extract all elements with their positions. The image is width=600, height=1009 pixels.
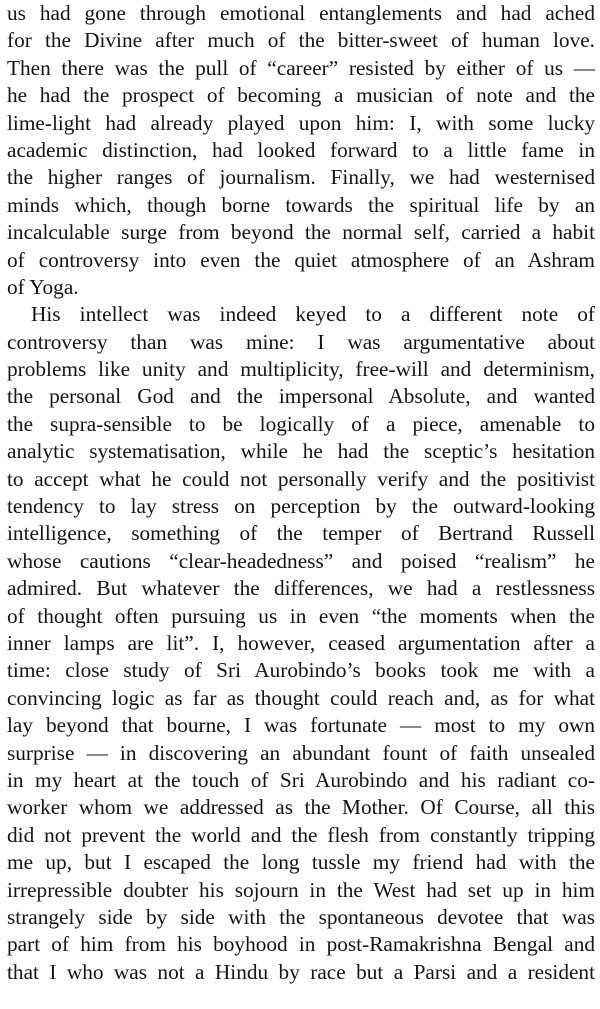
text-line: admired. But whatever the differences, we had a restlessness bbox=[7, 576, 595, 601]
text-line: us had gone through emotional entanglements and had ached bbox=[7, 1, 595, 25]
text-line: academic distinction, had looked forward to a little fame in bbox=[7, 137, 595, 162]
text-line: of thought often pursuing us in even “the moments when the bbox=[7, 603, 595, 628]
text-line: time: close study of Sri Aurobindo’s books took me with a bbox=[7, 658, 595, 683]
text-line: Then there was the pull of “career” resisted by either of us — bbox=[7, 55, 595, 80]
paragraph-start-line: His intellect was indeed keyed to a different note of bbox=[31, 302, 595, 327]
text-line: strangely side by side with the spontaneous devotee that was bbox=[7, 904, 595, 929]
text-line: of controversy into even the quiet atmosphere of an Ashram bbox=[7, 247, 595, 272]
text-line: did not prevent the world and the flesh from constantly tripping bbox=[7, 822, 595, 847]
text-line: surprise — in discovering an abundant fount of faith unsealed bbox=[7, 740, 595, 765]
text-line: in my heart at the touch of Sri Aurobindo and his radiant co- bbox=[7, 767, 595, 792]
text-line: incalculable surge from beyond the normal self, carried a habit bbox=[7, 220, 595, 245]
text-line: irrepressible doubter his sojourn in the West had set up in him bbox=[7, 877, 595, 902]
paragraph-end-line: of Yoga. bbox=[7, 274, 79, 299]
text-line: lay beyond that bourne, I was fortunate — most to my own bbox=[7, 713, 595, 738]
text-line: controversy than was mine: I was argumentative about bbox=[7, 329, 595, 354]
text-line: inner lamps are lit”. I, however, ceased argumentation after a bbox=[7, 630, 595, 655]
text-line: analytic systematisation, while he had the sceptic’s hesitation bbox=[7, 439, 595, 464]
text-line: that I who was not a Hindu by race but a Parsi and a resident bbox=[7, 959, 595, 984]
text-line: to accept what he could not personally verify and the positivist bbox=[7, 466, 595, 491]
text-line: worker whom we addressed as the Mother. Of Course, all this bbox=[7, 795, 595, 820]
text-line: the supra-sensible to be logically of a piece, amenable to bbox=[7, 411, 595, 436]
text-line: intelligence, something of the temper of Bertrand Russell bbox=[7, 521, 595, 546]
body-text bbox=[7, 0, 595, 986]
text-line: he had the prospect of becoming a musician of note and the bbox=[7, 83, 595, 108]
text-line: the higher ranges of journalism. Finally, we had westernised bbox=[7, 165, 595, 190]
text-line: for the Divine after much of the bitter-sweet of human love. bbox=[7, 28, 595, 53]
text-line: whose cautions “clear-headedness” and poised “realism” he bbox=[7, 548, 595, 573]
text-line: the personal God and the impersonal Absolute, and wanted bbox=[7, 384, 595, 409]
text-line: me up, but I escaped the long tussle my friend had with the bbox=[7, 850, 595, 875]
text-line: convincing logic as far as thought could reach and, as for what bbox=[7, 685, 595, 710]
text-line: lime-light had already played upon him: I, with some lucky bbox=[7, 110, 595, 135]
text-line: part of him from his boyhood in post-Ramakrishna Bengal and bbox=[7, 932, 595, 957]
text-line: problems like unity and multiplicity, free-will and determinism, bbox=[7, 357, 595, 382]
text-line: minds which, though borne towards the spiritual life by an bbox=[7, 192, 595, 217]
text-line: tendency to lay stress on perception by the outward-looking bbox=[7, 494, 595, 519]
